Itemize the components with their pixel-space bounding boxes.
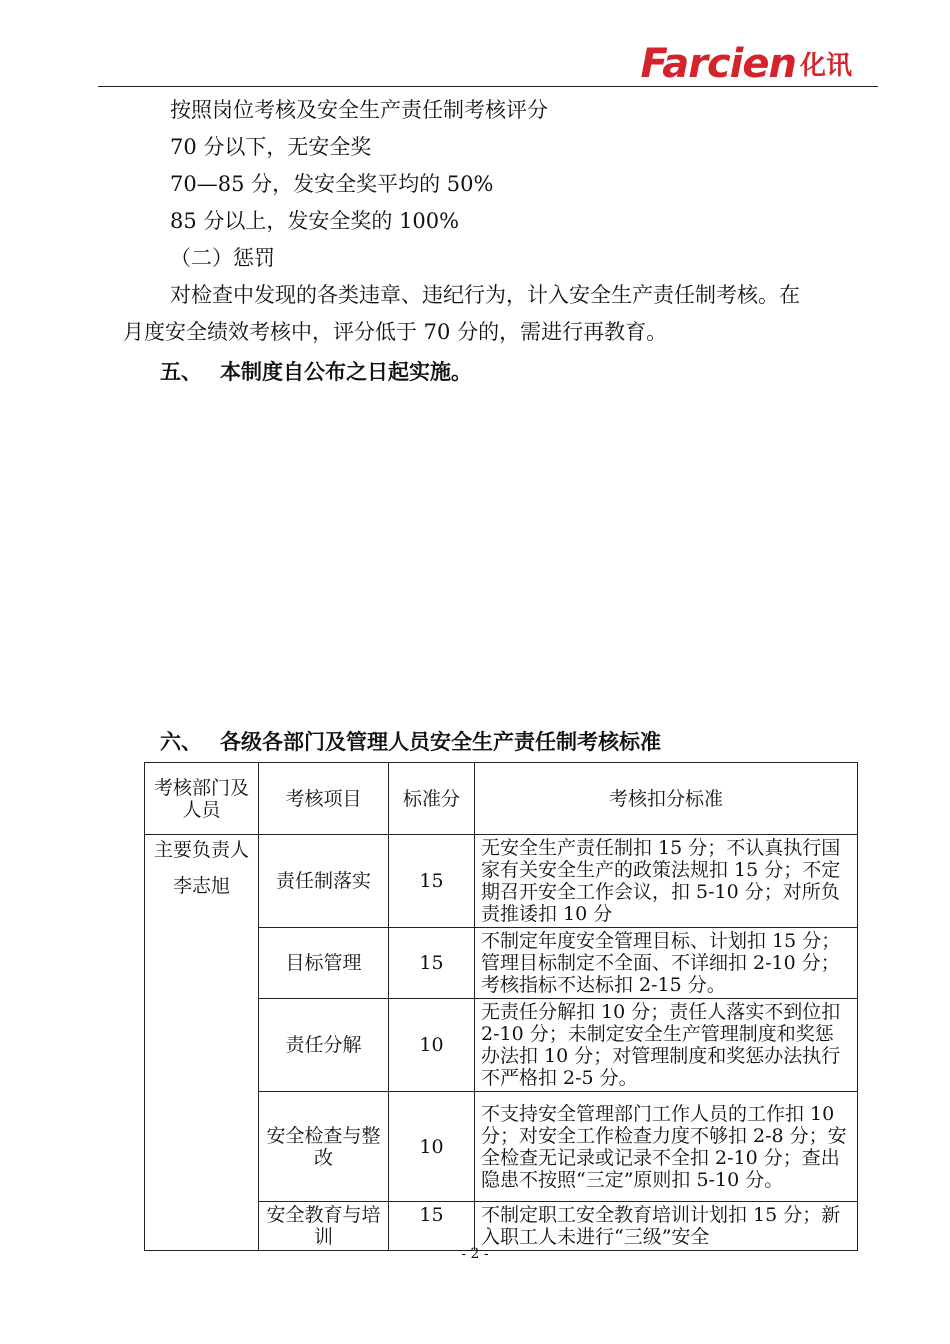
row-item: 安全检查与整改 xyxy=(259,1092,389,1202)
logo-english-text: Farcien xyxy=(640,41,796,87)
person-name: 李志旭 xyxy=(172,875,230,897)
paragraph-scoring: 按照岗位考核及安全生产责任制考核评分 xyxy=(170,98,548,122)
section-5-title: 本制度自公布之日起实施。 xyxy=(220,360,472,384)
section-5-number: 五、 xyxy=(160,360,202,384)
assessment-table xyxy=(144,762,858,1251)
company-logo xyxy=(640,40,853,87)
row-criteria: 不制定职工安全教育培训计划扣 15 分；新入职工人未进行“三级”安全 xyxy=(475,1202,858,1251)
header-dept: 考核部门及人员 xyxy=(145,763,259,835)
header-score: 标准分 xyxy=(389,763,475,835)
row-criteria: 无责任分解扣 10 分；责任人落实不到位扣 2-10 分；未制定安全生产管理制度和奖惩办法扣 10 分；对管理制度和奖惩办法执行不严格扣 2-5 分。 xyxy=(475,999,858,1092)
row-criteria: 无安全生产责任制扣 15 分；不认真执行国家有关安全生产的政策法规扣 15 分；不定期召开安全工作会议，扣 5-10 分；对所负责推诿扣 10 分 xyxy=(475,835,858,928)
header-criteria: 考核扣分标准 xyxy=(475,763,858,835)
table-header-row xyxy=(145,763,858,835)
paragraph-punishment-line1: 对检查中发现的各类违章、违纪行为，计入安全生产责任制考核。在 xyxy=(170,283,800,307)
page-number: - 2 - xyxy=(461,1246,489,1262)
paragraph-above-85: 85 分以上，发安全奖的 100% xyxy=(170,209,460,233)
section-5-heading xyxy=(160,356,472,386)
table-row xyxy=(145,835,858,928)
paragraph-punishment-heading: （二）惩罚 xyxy=(170,246,275,270)
row-score: 10 xyxy=(389,1092,475,1202)
person-cell xyxy=(145,835,259,1251)
row-criteria: 不制定年度安全管理目标、计划扣 15 分；管理目标制定不全面、不详细扣 2-10 分；考核指标不达标扣 2-15 分。 xyxy=(475,928,858,999)
row-item: 责任制落实 xyxy=(259,835,389,928)
logo-chinese-text: 化讯 xyxy=(799,51,852,81)
row-score: 15 xyxy=(389,928,475,999)
header-rule xyxy=(98,86,878,87)
paragraph-punishment-line2: 月度安全绩效考核中，评分低于 70 分的，需进行再教育。 xyxy=(123,320,668,344)
section-6-title: 各级各部门及管理人员安全生产责任制考核标准 xyxy=(220,730,661,754)
header-item: 考核项目 xyxy=(259,763,389,835)
row-score: 10 xyxy=(389,999,475,1092)
paragraph-70-85: 70—85 分，发安全奖平均的 50% xyxy=(170,172,494,196)
row-score: 15 xyxy=(389,835,475,928)
section-6-number: 六、 xyxy=(160,730,202,754)
row-criteria: 不支持安全管理部门工作人员的工作扣 10 分；对安全工作检查力度不够扣 2-8 分；安全检查无记录或记录不全扣 2-10 分；查出隐患不按照“三定”原则扣 5-10 分。 xyxy=(475,1092,858,1202)
paragraph-below-70: 70 分以下，无安全奖 xyxy=(170,135,372,159)
person-role: 主要负责人 xyxy=(153,839,249,861)
row-item: 责任分解 xyxy=(259,999,389,1092)
row-score: 15 xyxy=(389,1202,475,1251)
row-item: 安全教育与培训 xyxy=(259,1202,389,1251)
section-6-heading xyxy=(160,726,661,756)
row-item: 目标管理 xyxy=(259,928,389,999)
